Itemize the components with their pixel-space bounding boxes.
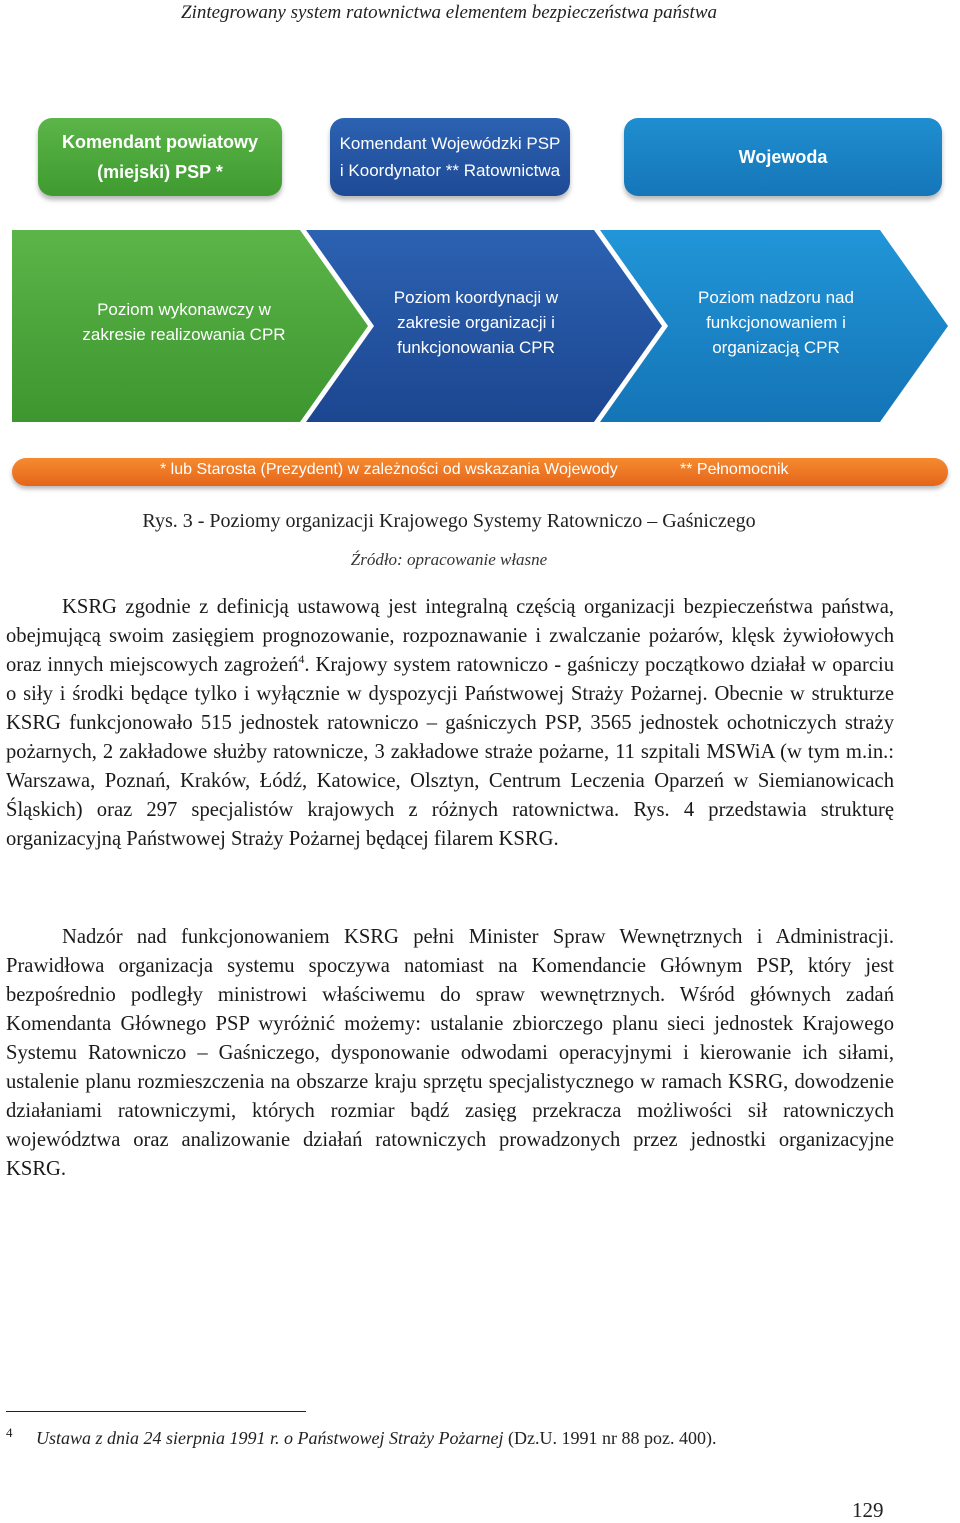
chevron-supervision-text xyxy=(676,285,876,360)
box-voivode-label: Wojewoda xyxy=(738,147,828,167)
chevron-execution-line1: Poziom wykonawczy w xyxy=(97,300,271,319)
paragraph1-part-a: KSRG zgodnie z definicją ustawową jest integralną częścią organizacji bezpieczeństwa państwa, obejmującą swoim zasięgiem prognozowanie, rozpoznawanie i zwalczanie pożarów, klęsk żywiołowych oraz innych miejscowych zagrożeń xyxy=(6,596,894,676)
footnote-act-title: Ustawa z dnia 24 sierpnia 1991 r. o Państwowej Straży Pożarnej xyxy=(36,1428,504,1448)
box-county-commander xyxy=(38,118,282,196)
footnote-text xyxy=(36,1428,717,1449)
figure-caption: Rys. 3 - Poziomy organizacji Krajowego Systemy Ratowniczo – Gaśniczego xyxy=(142,510,756,532)
paragraph-ksrg-supervision xyxy=(6,923,894,1184)
chevron-coordination-line3: funkcjonowania CPR xyxy=(397,338,555,357)
box-voivodeship-commander xyxy=(330,118,570,196)
chevron-coordination-text xyxy=(376,285,576,360)
paragraph2-text: Nadzór nad funkcjonowaniem KSRG pełni Minister Spraw Wewnętrznych i Administracji. Prawidłowa organizacja systemu spoczywa natomiast na Komendancie Głównym PSP, który jest bezpośrednio podległy ministrowi właściwemu do spraw wewnętrznych. Wśród głównych zadań Komendanta Głównego PSP wyróżnić możemy: ustalanie zbiorczego planu sieci jednostek Krajowego Systemu Ratowniczo – Gaśniczego, dysponowanie odwodami operacyjnymi i kierowanie ich siłami, ustalenie planu rozmieszczenia na obszarze kraju sprzętu specjalistycznego w ramach KSRG, dowodzenie działaniami ratowniczymi, których rozmiar bądź zasięg przekracza możliwości sił ratowniczych województwa oraz analizowanie działań ratowniczych prowadzonych przez jednostki organizacyjne KSRG. xyxy=(6,926,894,1180)
page-number: 129 xyxy=(852,1498,884,1522)
footnote-reference[interactable]: 4 xyxy=(298,652,305,667)
box-voivode xyxy=(624,118,942,196)
box-voivodeship-commander-line1: Komendant Wojewódzki PSP xyxy=(339,134,561,153)
chevron-supervision-line1: Poziom nadzoru nad xyxy=(698,288,854,307)
chevron-coordination-line2: zakresie organizacji i xyxy=(397,313,555,332)
chevron-supervision-line3: organizacją CPR xyxy=(712,338,840,357)
chevron-coordination-line1: Poziom koordynacji w xyxy=(393,288,559,307)
footnote-separator xyxy=(6,1411,306,1412)
footnote-bar xyxy=(12,458,948,486)
figure-source: Źródło: opracowanie własne xyxy=(350,550,548,569)
running-header: Zintegrowany system ratownictwa elementem bezpieczeństwa państwa xyxy=(181,2,717,23)
paragraph-ksrg-definition xyxy=(6,593,894,854)
box-county-commander-line2: (miejski) PSP * xyxy=(97,162,223,182)
paragraph1-part-b: . Krajowy system ratowniczo - gaśniczy początkowo działał w oparciu o siły i środki będące tylko i wyłącznie w dyspozycji Państwowej Straży Pożarnej. Obecnie w strukturze KSRG funkcjonowało 515 jednostek ratowniczo – gaśniczych PSP, 3565 jednostek ochotniczych straży pożarnych, 2 zakładowe służby ratownicze, 3 zakładowe straże pożarne, 11 szpitali MSWiA (w tym m.in.: Warszawa, Poznań, Kraków, Łódź, Katowice, Olsztyn, Centrum Leczenia Oparzeń w Siemianowicach Śląskich) oraz 297 specjalistów krajowych z różnych ratownictwa. Rys. 4 przedstawia strukturę organizacyjną Państwowej Straży Pożarnej będącej filarem KSRG. xyxy=(6,654,894,850)
chevron-execution-text xyxy=(70,297,298,347)
chevron-execution-line2: zakresie realizowania CPR xyxy=(82,325,286,344)
box-voivodeship-commander-line2: i Koordynator ** Ratownictwa xyxy=(339,161,561,180)
footnote-bar-note2: ** Pełnomocnik xyxy=(680,461,789,478)
box-county-commander-line1: Komendant powiatowy xyxy=(61,132,258,152)
footnote-number: 4 xyxy=(6,1425,13,1440)
footnote-citation: (Dz.U. 1991 nr 88 poz. 400). xyxy=(503,1428,717,1448)
organization-levels-diagram xyxy=(0,100,960,500)
footnote-bar-note1: * lub Starosta (Prezydent) w zależności od wskazania Wojewody xyxy=(160,461,618,478)
chevron-supervision-line2: funkcjonowaniem i xyxy=(706,313,846,332)
